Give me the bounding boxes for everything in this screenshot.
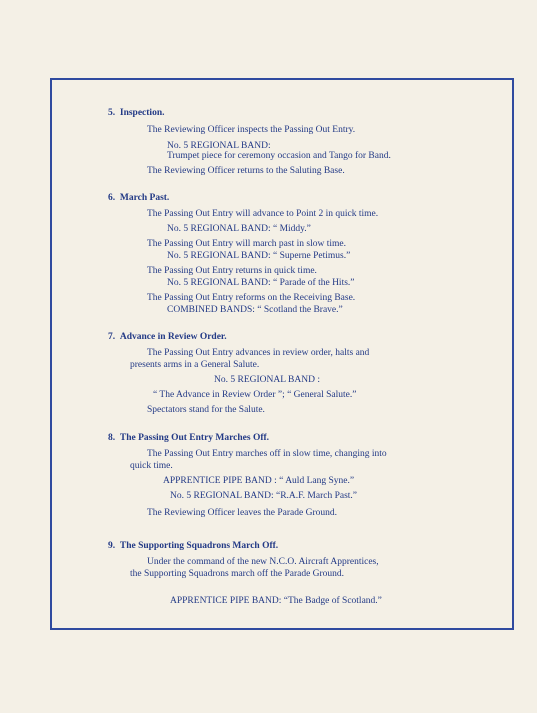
text-line: The Passing Out Entry returns in quick time. — [147, 266, 317, 276]
text-line: The Passing Out Entry reforms on the Receiving Base. — [147, 293, 356, 303]
band-line: No. 5 REGIONAL BAND: “ Middy.” — [167, 224, 311, 234]
section-heading — [108, 108, 164, 118]
text-line: The Reviewing Officer returns to the Saluting Base. — [147, 166, 345, 176]
text-line: The Passing Out Entry will march past in slow time. — [147, 239, 346, 249]
section-title: Advance in Review Order. — [119, 332, 227, 342]
text-line: the Supporting Squadrons march off the Parade Ground. — [130, 569, 345, 579]
text-line: “ The Advance in Review Order ”; “ General Salute.” — [153, 390, 357, 400]
band-line: APPRENTICE PIPE BAND: “The Badge of Scotland.” — [170, 596, 382, 606]
band-line: COMBINED BANDS: “ Scotland the Brave.” — [167, 305, 343, 315]
band-line: No. 5 REGIONAL BAND: “R.A.F. March Past.” — [170, 491, 358, 501]
band-line: No. 5 REGIONAL BAND: — [167, 141, 271, 151]
section-title: The Supporting Squadrons March Off. — [119, 541, 279, 551]
section-heading — [108, 433, 269, 443]
text-line: Trumpet piece for ceremony occasion and Tango for Band. — [167, 151, 391, 161]
text-line: quick time. — [130, 461, 173, 471]
section-heading — [108, 332, 227, 342]
section-title: Inspection. — [119, 108, 165, 118]
text-line: presents arms in a General Salute. — [130, 360, 260, 370]
section-number: 7. — [108, 332, 116, 342]
text-line: The Reviewing Officer inspects the Passing Out Entry. — [147, 125, 356, 135]
section-number: 5. — [108, 108, 116, 118]
text-line: The Passing Out Entry marches off in slow time, changing into — [147, 449, 387, 459]
section-title: March Past. — [119, 193, 170, 203]
section-title: The Passing Out Entry Marches Off. — [119, 433, 270, 443]
section-number: 9. — [108, 541, 116, 551]
band-line: No. 5 REGIONAL BAND: “ Superne Petimus.” — [167, 251, 351, 261]
section-heading — [108, 193, 169, 203]
section-number: 6. — [108, 193, 116, 203]
text-line: Spectators stand for the Salute. — [147, 405, 265, 415]
section-heading — [108, 541, 278, 551]
band-line: No. 5 REGIONAL BAND: “ Parade of the Hits.” — [167, 278, 355, 288]
text-line: Under the command of the new N.C.O. Aircraft Apprentices, — [147, 557, 379, 567]
band-line: No. 5 REGIONAL BAND : — [214, 375, 320, 385]
text-line: The Passing Out Entry will advance to Point 2 in quick time. — [147, 209, 379, 219]
section-number: 8. — [108, 433, 116, 443]
band-line: APPRENTICE PIPE BAND : “ Auld Lang Syne.” — [163, 476, 355, 486]
text-line: The Passing Out Entry advances in review order, halts and — [147, 348, 370, 358]
text-line: The Reviewing Officer leaves the Parade Ground. — [147, 508, 338, 518]
